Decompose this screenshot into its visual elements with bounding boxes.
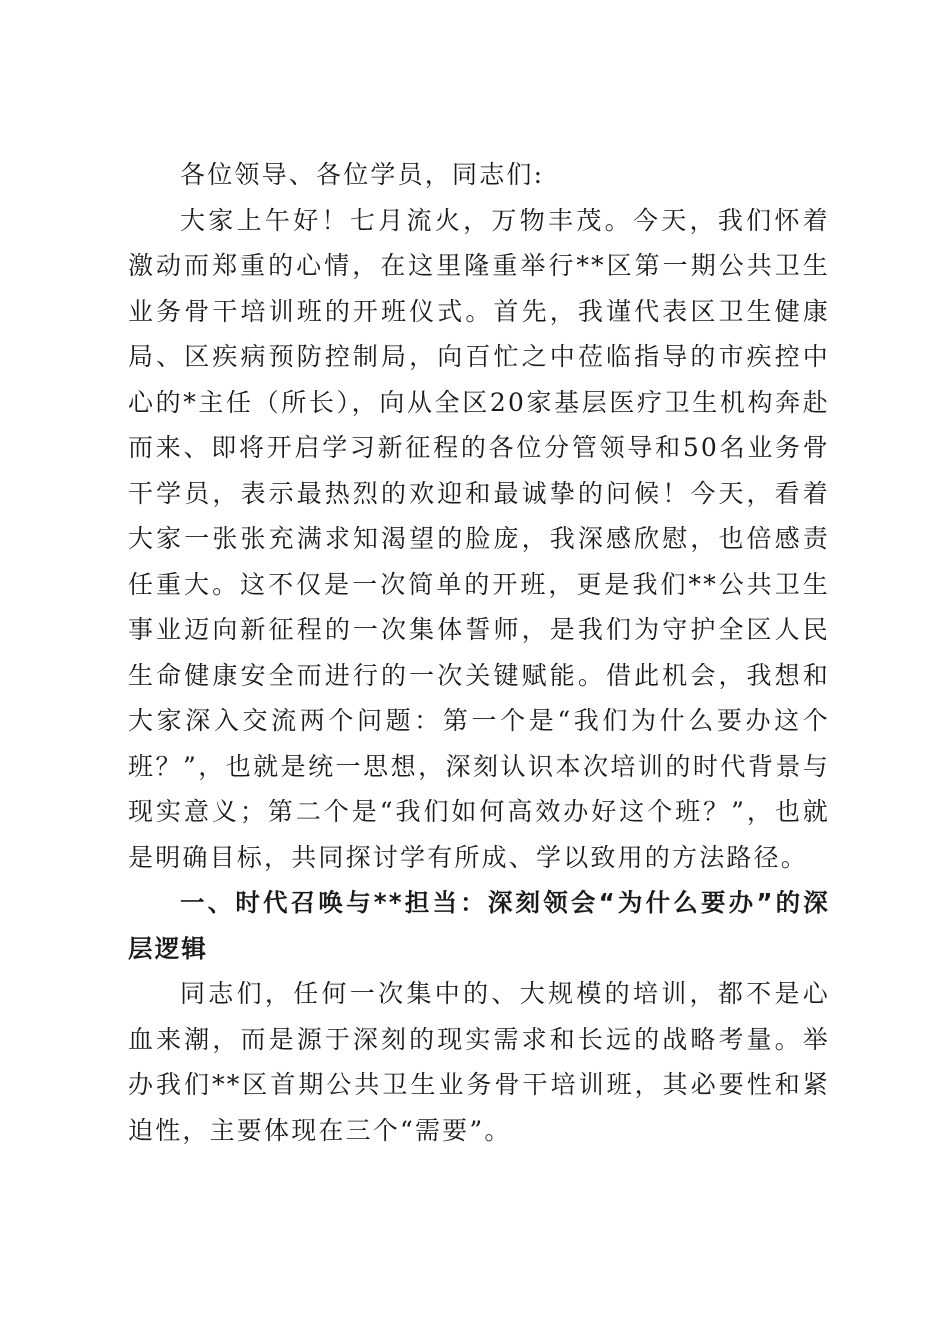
salutation: 各位领导、各位学员，同志们: [180,160,545,189]
body-paragraph: 同志们，任何一次集中的、大规模的培训，都不是心血来潮，而是源于深刻的现实需求和长远的战略考量。举办我们**区首期公共卫生业务骨干培训班，其必要性和紧迫性，主要体现在三个“需要”。 [128,979,830,1145]
section-heading: 一、时代召唤与**担当：深刻领会“为什么要办”的深层逻辑 [128,888,830,963]
document-body [128,152,830,1153]
opening-paragraph: 大家上午好！七月流火，万物丰茂。今天，我们怀着激动而郑重的心情，在这里隆重举行**区第一期公共卫生业务骨干培训班的开班仪式。首先，我谨代表区卫生健康局、区疾病预防控制局，向百忙之中莅临指导的市疾控中心的*主任（所长），向从全区20家基层医疗卫生机构奔赴而来、即将开启学习新征程的各位分管领导和50名业务骨干学员，表示最热烈的欢迎和最诚挚的问候！今天，看着大家一张张充满求知渴望的脸庞，我深感欣慰，也倍感责任重大。这不仅是一次简单的开班，更是我们**公共卫生事业迈向新征程的一次集体誓师，是我们为守护全区人民生命健康安全而进行的一次关键赋能。借此机会，我想和大家深入交流两个问题：第一个是“我们为什么要办这个班？”，也就是统一思想，深刻认识本次培训的时代背景与现实意义；第二个是“我们如何高效办好这个班？”，也就是明确目标，共同探讨学有所成、学以致用的方法路径。 [128,205,830,872]
